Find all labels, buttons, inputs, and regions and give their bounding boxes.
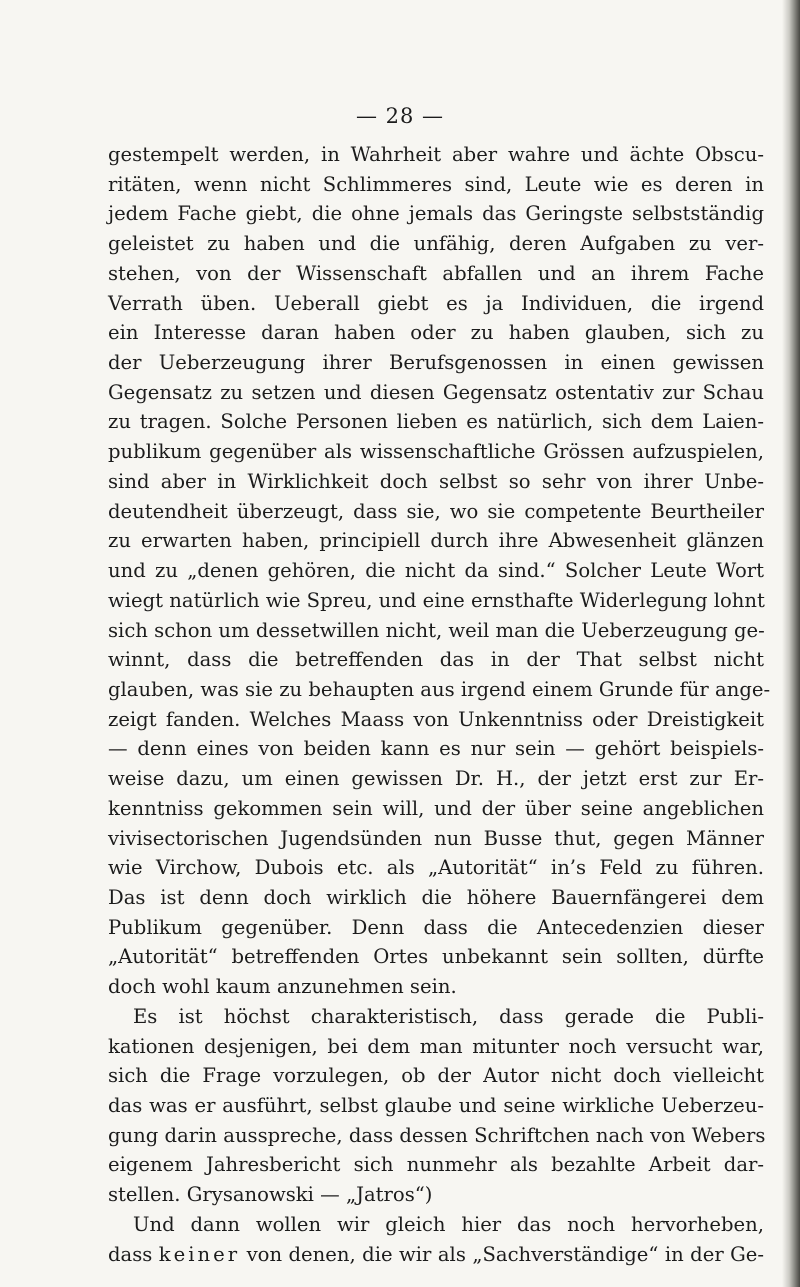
text-line: Verrath üben. Ueberall giebt es ja Individuen, die irgend [108, 291, 764, 315]
text-line: Das ist denn doch wirklich die höhere Bauernfängerei dem [108, 885, 764, 909]
text-line: zeigt fanden. Welches Maass von Unkenntniss oder Dreistigkeit [108, 707, 764, 731]
text-line: deutendheit überzeugt, dass sie, wo sie competente Beurtheiler [108, 499, 764, 523]
text-line: kationen desjenigen, bei dem man mitunter noch versucht war, [108, 1034, 764, 1058]
text-line: sind aber in Wirklichkeit doch selbst so sehr von ihrer Unbe- [108, 469, 764, 493]
text-line: zu tragen. Solche Personen lieben es natürlich, sich dem Laien- [108, 410, 764, 434]
text-line [108, 1240, 764, 1270]
text-line: gung darin ausspreche, dass dessen Schriftchen nach von Webers [108, 1123, 766, 1147]
text-line: „Autorität“ betreffenden Ortes unbekannt sein sollten, dürfte [108, 945, 764, 969]
text-line: das was er ausführt, selbst glaube und seine wirkliche Ueberzeu- [108, 1094, 764, 1117]
text-line: ein Interesse daran haben oder zu haben glauben, sich zu [108, 321, 764, 345]
text-line: vivisectorischen Jugendsünden nun Busse thut, gegen Männer [108, 826, 764, 850]
text-line: eigenem Jahresbericht sich nunmehr als bezahlte Arbeit dar- [108, 1153, 764, 1177]
text-line: kenntniss gekommen sein will, und der über seine angeblichen [108, 796, 764, 820]
text-line: Und dann wollen wir gleich hier das noch hervorheben, [133, 1212, 764, 1236]
text-line: wie Virchow, Dubois etc. als „Autorität“ in’s Feld zu führen. [108, 856, 764, 880]
text-line: glauben, was sie zu behaupten aus irgend einem Grunde für ange- [108, 677, 771, 701]
text-line: doch wohl kaum anzunehmen sein. [108, 975, 457, 999]
text-line: wiegt natürlich wie Spreu, und eine ernsthafte Widerlegung lohnt [108, 588, 765, 612]
text-line: der Ueberzeugung ihrer Berufsgenossen in einen gewissen [108, 351, 764, 375]
text-segment: dass [108, 1242, 153, 1266]
body-text [108, 140, 771, 1269]
text-line: stehen, von der Wissenschaft abfallen und an ihrem Fache [108, 261, 764, 285]
page-edge-shadow [782, 0, 800, 1287]
text-line: Gegensatz zu setzen und diesen Gegensatz ostentativ zur Schau [108, 380, 764, 404]
text-line: Publikum gegenüber. Denn dass die Antecedenzien dieser [108, 915, 764, 939]
text-line: stellen. Grysanowski — „Jatros“) [108, 1183, 433, 1207]
text-line: sich die Frage vorzulegen, ob der Autor nicht doch vielleicht [108, 1064, 764, 1088]
text-line: jedem Fache giebt, die ohne jemals das Geringste selbstständig [108, 202, 764, 226]
emphasized-word: keiner [158, 1242, 241, 1266]
text-line: gestempelt werden, in Wahrheit aber wahre und ächte Obscu- [108, 143, 764, 166]
text-line: zu erwarten haben, principiell durch ihre Abwesenheit glänzen [108, 529, 764, 553]
page-number: — 28 — [355, 104, 445, 128]
text-line: publikum gegenüber als wissenschaftliche Grössen aufzuspielen, [108, 440, 764, 464]
text-line: Es ist höchst charakteristisch, dass gerade die Publi- [133, 1004, 764, 1028]
text-line: winnt, dass die betreffenden das in der That selbst nicht [108, 648, 764, 672]
text-line: und zu „denen gehören, die nicht da sind.“ Solcher Leute Wort [108, 559, 764, 583]
text-segment: von denen, die wir als „Sachverständige“ in der Ge- [246, 1242, 764, 1266]
text-line: ritäten, wenn nicht Schlimmeres sind, Leute wie es deren in [108, 172, 764, 196]
text-line: geleistet zu haben und die unfähig, deren Aufgaben zu ver- [108, 232, 764, 256]
text-line: sich schon um dessetwillen nicht, weil man die Ueberzeugung ge- [108, 618, 765, 642]
text-line: — denn eines von beiden kann es nur sein — gehört beispiels- [108, 737, 764, 761]
text-line: weise dazu, um einen gewissen Dr. H., der jetzt erst zur Er- [108, 767, 764, 791]
